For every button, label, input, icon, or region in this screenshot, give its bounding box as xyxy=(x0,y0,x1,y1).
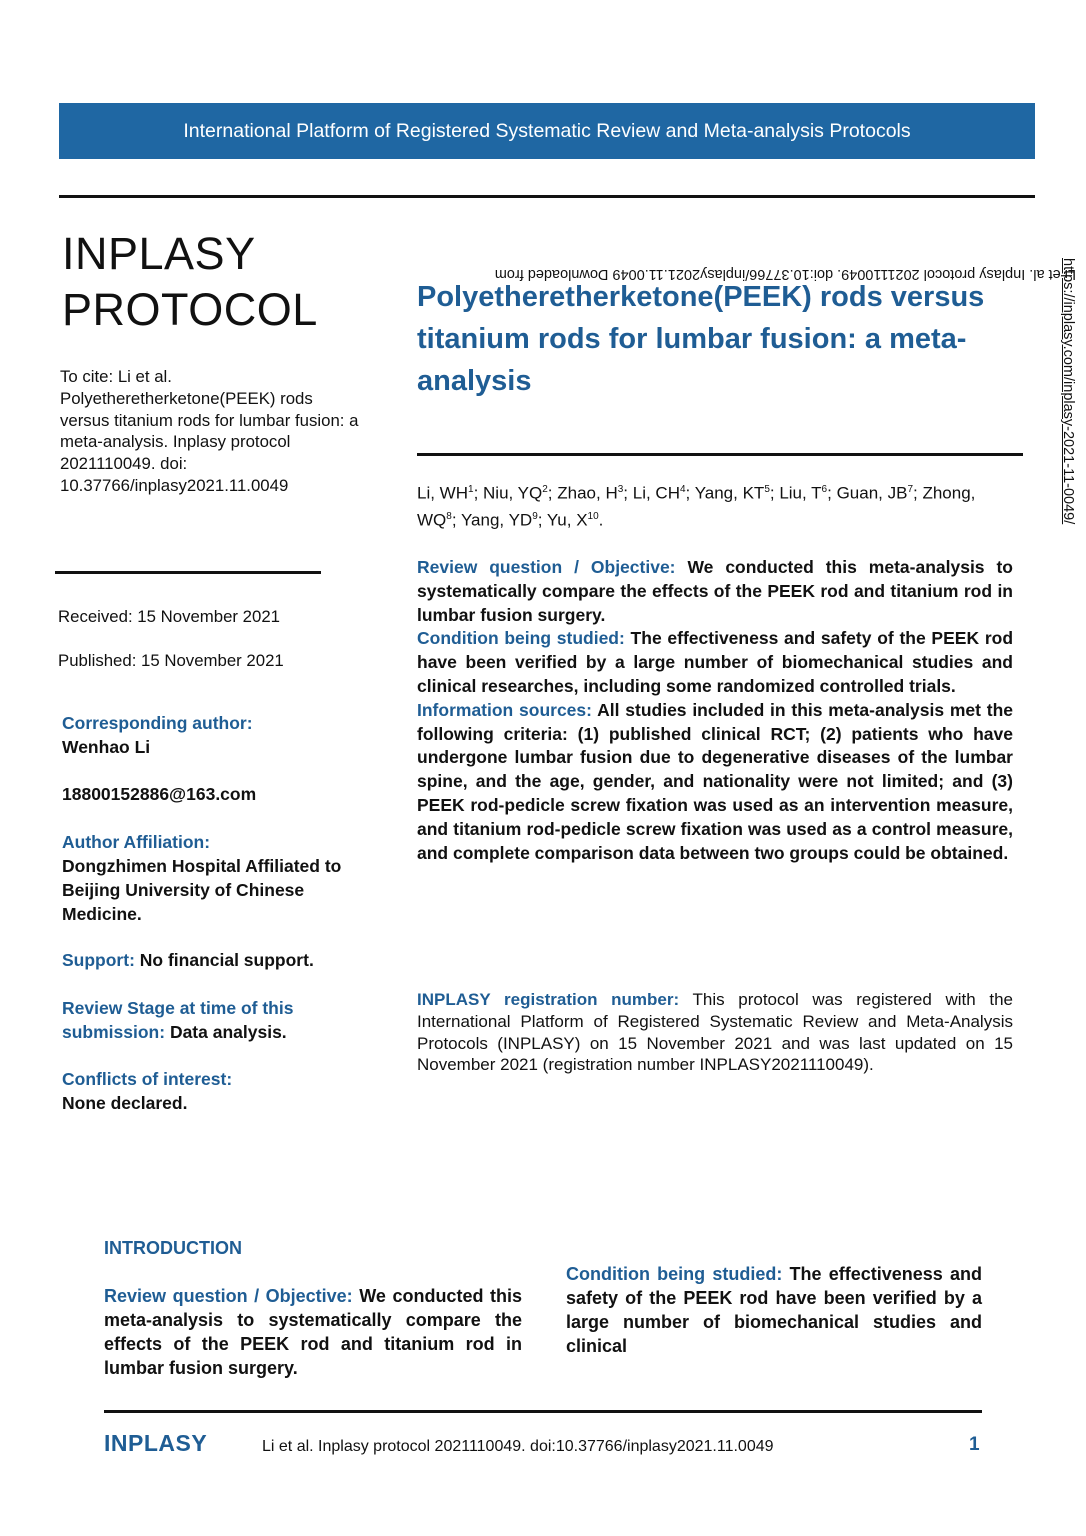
citation: To cite: Li et al. Polyetheretherketone(PEEK) rods versus titanium rods for lumbar fusion: a meta-analysis. Inplasy protocol 2021110049. doi: 10.37766/inplasy2021.11.0049 xyxy=(60,367,359,495)
author-affiliation-number: 1 xyxy=(468,484,474,495)
introduction-heading: INTRODUCTION xyxy=(104,1238,242,1258)
objective-text: We conducted this meta-analysis to systematically compare the effects of the PEEK rod and titanium rod in lumbar fusion surgery. xyxy=(417,557,1013,625)
review-stage xyxy=(62,996,372,1044)
corresponding-name: Wenhao Li xyxy=(62,737,151,757)
author-affiliation-number: 10 xyxy=(587,510,599,522)
footer-rule xyxy=(104,1410,982,1413)
sources-text: All studies included in this meta-analysis met the following criteria: (1) published clinical RCT; (2) patients who have undergone lumbar fusion due to degenerative diseases of the lumbar spine, and the age, gender, and nationality were not limited; and (3) PEEK rod-pedicle screw fixation was used as an intervention measure, and titanium rod-pedicle screw fixation was used as a control measure, and complete comparison data between two groups could be obtained. xyxy=(417,699,1013,863)
support-value: No financial support. xyxy=(134,950,314,970)
author-affiliation-number: 8 xyxy=(446,510,452,522)
support xyxy=(62,948,372,972)
author-affiliation-number: 9 xyxy=(532,510,538,522)
top-rule xyxy=(59,195,1035,198)
author-affiliation-number: 7 xyxy=(907,484,913,495)
objective-label: Review question / Objective: xyxy=(417,557,676,577)
title-rule xyxy=(417,453,1023,456)
author-name: Yang, YD xyxy=(460,510,533,530)
author-affiliation-number: 4 xyxy=(679,484,686,495)
intro-objective xyxy=(104,1284,522,1380)
stage-value: Data analysis. xyxy=(165,1022,287,1042)
affiliation-label: Author Affiliation: xyxy=(62,832,211,852)
author-affiliation xyxy=(62,830,372,926)
intro-objective-label: Review question / Objective: xyxy=(104,1286,353,1306)
author-name: Yu, X xyxy=(546,510,588,530)
author-affiliation-number: 6 xyxy=(821,484,828,495)
received-date: Received: 15 November 2021 xyxy=(58,607,281,626)
brand-line-1: INPLASY xyxy=(62,228,256,279)
vertical-citation: Li et al. Inplasy protocol 2021110049. doi:10.37766/inplasy2021.11.0049 Downloaded from xyxy=(494,266,1076,282)
author-list: Li, $WH^1$; Niu, $YQ^2$; Zhao, $H^3$; Li, $CH^4$; Yang, $KT^5$; Liu, $T^6$; Guan, $JB^7$; Zhong, $WQ^8$; Yang, $YD^9$; Yu, $X^{10}$. xyxy=(417,483,976,530)
affiliation-value: Dongzhimen Hospital Affiliated to Beijing University of Chinese Medicine. xyxy=(62,856,342,924)
intro-condition-text: The effectiveness and safety of the PEEK rod have been verified by a large number of biomechanical studies and clinical xyxy=(566,1264,983,1356)
citation-rule xyxy=(55,571,321,574)
email-text[interactable]: 18800152886@163.com xyxy=(62,784,257,804)
author-name: Guan, JB xyxy=(836,483,908,503)
platform-banner xyxy=(59,103,1035,159)
author-name: Yang, KT xyxy=(694,483,765,503)
registration-text: This protocol was registered with the International Platform of Registered Systematic Review and Meta-Analysis Protocols (INPLASY) on 15 November 2021 and was last updated on 15 November 2021 (registration number INPLASY2021110049). xyxy=(417,990,1013,1075)
author-name: Liu, T xyxy=(779,483,822,503)
author-name: Niu, YQ xyxy=(483,483,543,503)
stage-label: Review Stage at time of this submission: xyxy=(62,998,294,1042)
author-email[interactable] xyxy=(62,782,372,806)
author-name: Zhao, H xyxy=(557,483,618,503)
author-affiliation-number: 2 xyxy=(542,484,548,495)
banner-text: International Platform of Registered Systematic Review and Meta-analysis Protocols xyxy=(183,119,911,142)
download-link[interactable]: https://inplasy.com/inplasy-2021-11-0049/ xyxy=(1060,258,1076,525)
abstract-objective xyxy=(417,556,1013,627)
protocol-brand xyxy=(62,226,318,338)
registration-label: INPLASY registration number: xyxy=(417,990,680,1009)
conflicts-label: Conflicts of interest: xyxy=(62,1069,233,1089)
corresponding-label: Corresponding author: xyxy=(62,713,253,733)
abstract xyxy=(417,556,1013,865)
footer-brand: INPLASY xyxy=(104,1430,208,1456)
intro-objective-text: We conducted this meta-analysis to systematically compare the effects of the PEEK rod and titanium rod in lumbar fusion surgery. xyxy=(104,1286,522,1378)
abstract-condition xyxy=(417,627,1013,698)
sources-label: Information sources: xyxy=(417,699,592,720)
author-name: Li, WH xyxy=(417,483,468,503)
author-name: Zhong, WQ xyxy=(417,483,976,530)
author-name: Li, CH xyxy=(632,483,680,503)
author-affiliation-number: 5 xyxy=(764,484,770,495)
author-affiliation-number: 3 xyxy=(617,484,624,495)
corresponding-author xyxy=(62,711,372,759)
conflicts-value: None declared. xyxy=(62,1093,188,1113)
intro-condition xyxy=(566,1262,982,1358)
brand-line-2: PROTOCOL xyxy=(62,284,318,335)
page-number: 1 xyxy=(969,1434,980,1455)
abstract-sources xyxy=(417,699,1013,866)
condition-label: Condition being studied: xyxy=(417,628,625,649)
intro-condition-label: Condition being studied: xyxy=(566,1264,783,1284)
condition-text: The effectiveness and safety of the PEEK rod have been verified by a large number of biomechanical studies and clinical researches, including some randomized controlled trials. xyxy=(417,628,1014,696)
published-date: Published: 15 November 2021 xyxy=(58,651,284,670)
registration xyxy=(417,989,1013,1076)
support-label: Support: xyxy=(62,950,135,970)
conflicts xyxy=(62,1067,372,1115)
footer-citation: Li et al. Inplasy protocol 2021110049. doi:10.37766/inplasy2021.11.0049 xyxy=(262,1438,774,1455)
article-title: Polyetheretherketone(PEEK) rods versus titanium rods for lumbar fusion: a meta-analysis xyxy=(417,281,985,397)
